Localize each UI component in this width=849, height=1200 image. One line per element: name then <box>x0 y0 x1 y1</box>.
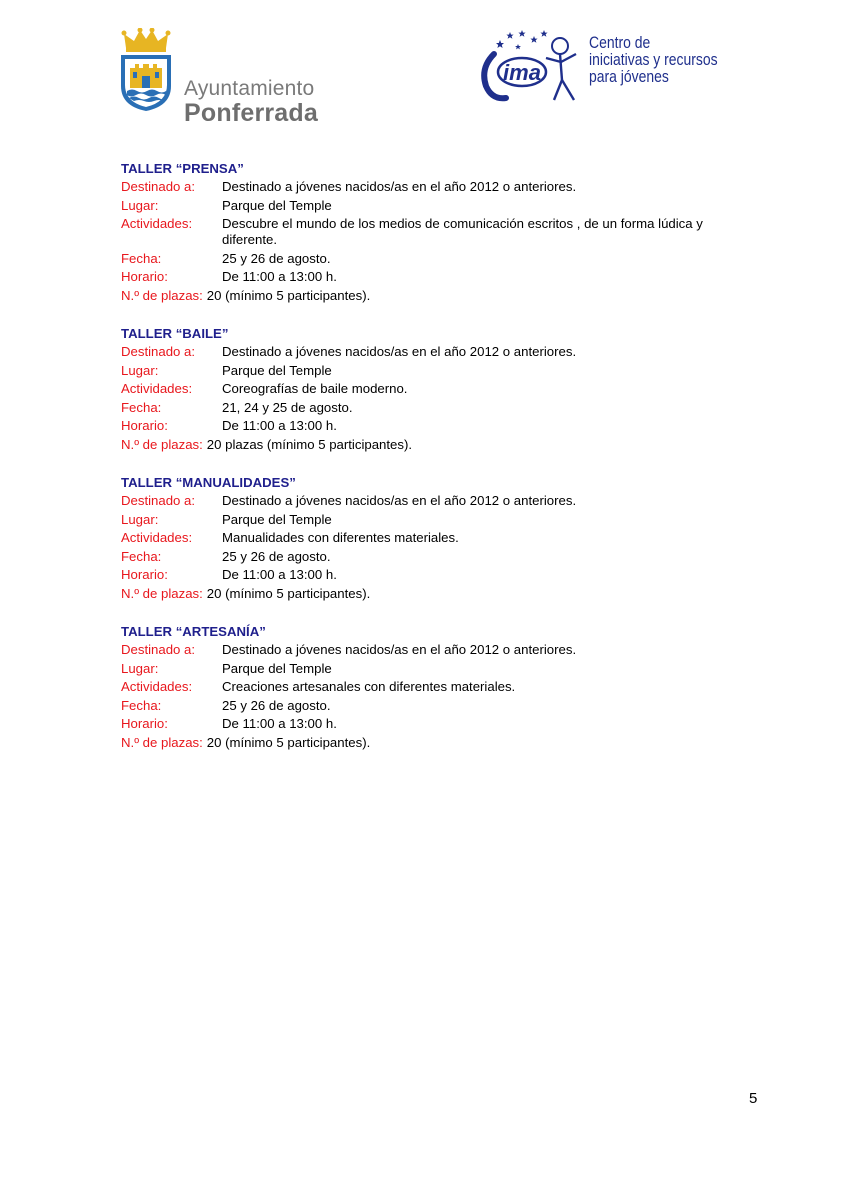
info-row <box>121 381 761 397</box>
info-row <box>121 418 761 434</box>
row-label: Horario: <box>121 418 168 434</box>
row-value: Destinado a jóvenes nacidos/as en el año 2012 o anteriores. <box>222 343 577 359</box>
row-label: N.º de plazas: <box>121 287 203 303</box>
info-row <box>121 216 761 248</box>
row-value: 20 (mínimo 5 participantes). <box>206 585 371 601</box>
row-label: Actividades: <box>121 679 193 695</box>
row-label: N.º de plazas: <box>121 734 203 750</box>
row-value: Parque del Temple <box>222 362 332 378</box>
row-label: Fecha: <box>121 697 162 713</box>
row-label: Actividades: <box>121 216 193 232</box>
info-row <box>121 549 761 565</box>
section-title: TALLER “PRENSA” <box>121 161 244 176</box>
info-row <box>121 344 761 360</box>
taller-section <box>121 623 761 751</box>
cima-mark-icon <box>478 28 588 108</box>
row-value: Manualidades con diferentes materiales. <box>222 530 459 546</box>
row-label: Destinado a: <box>121 343 196 359</box>
info-row <box>121 716 761 732</box>
taller-section <box>121 160 761 304</box>
info-row <box>121 512 761 528</box>
document-body <box>121 160 761 772</box>
section-title: TALLER “ARTESANÍA” <box>121 623 266 639</box>
info-row <box>121 493 761 509</box>
ayuntamiento-line1: Ayuntamiento <box>184 77 315 100</box>
info-row <box>121 679 761 695</box>
row-value: 25 y 26 de agosto. <box>222 250 331 266</box>
row-label: Horario: <box>121 716 168 732</box>
info-row <box>121 251 761 267</box>
row-value: 25 y 26 de agosto. <box>222 697 331 713</box>
info-row <box>121 698 761 714</box>
row-label: Actividades: <box>121 530 193 546</box>
row-label: Lugar: <box>121 660 159 676</box>
row-value: Parque del Temple <box>222 511 332 527</box>
info-row <box>121 530 761 546</box>
row-value: 20 plazas (mínimo 5 participantes). <box>206 436 413 452</box>
row-value: Parque del Temple <box>222 197 332 213</box>
info-row <box>121 735 761 751</box>
row-label: Actividades: <box>121 381 193 397</box>
info-row <box>121 288 761 304</box>
taller-section <box>121 325 761 453</box>
cima-line2: iniciativas y recursos <box>589 50 718 69</box>
row-value: 21, 24 y 25 de agosto. <box>222 399 353 415</box>
row-value: De 11:00 a 13:00 h. <box>222 269 337 285</box>
ayuntamiento-logo <box>118 28 343 127</box>
row-value: Destinado a jóvenes nacidos/as en el año 2012 o anteriores. <box>222 641 577 657</box>
info-row <box>121 567 761 583</box>
row-label: Lugar: <box>121 511 159 527</box>
info-row <box>121 437 761 453</box>
row-label: Lugar: <box>121 197 159 213</box>
cima-wordmark <box>589 34 718 85</box>
page-number: 5 <box>749 1090 758 1107</box>
info-row <box>121 269 761 285</box>
cima-line3: para jóvenes <box>589 67 669 86</box>
info-row <box>121 179 761 195</box>
row-value: Parque del Temple <box>222 660 332 676</box>
info-row <box>121 363 761 379</box>
row-label: Horario: <box>121 567 168 583</box>
row-label: N.º de plazas: <box>121 585 203 601</box>
row-value: 20 (mínimo 5 participantes). <box>206 734 371 750</box>
section-title: TALLER “MANUALIDADES” <box>121 474 296 490</box>
info-row <box>121 642 761 658</box>
row-label: N.º de plazas: <box>121 436 203 452</box>
section-title: TALLER “BAILE” <box>121 325 229 341</box>
cima-line1: Centro de <box>589 33 651 52</box>
row-value: Coreografías de baile moderno. <box>222 381 408 397</box>
row-value: 25 y 26 de agosto. <box>222 548 331 564</box>
row-value: Destinado a jóvenes nacidos/as en el año 2012 o anteriores. <box>222 492 577 508</box>
row-label: Horario: <box>121 269 168 285</box>
svg-text:ima: ima <box>503 60 541 85</box>
row-label: Destinado a: <box>121 492 196 508</box>
row-label: Destinado a: <box>121 641 196 657</box>
cima-logo <box>478 28 738 108</box>
info-row <box>121 661 761 677</box>
row-label: Destinado a: <box>121 179 196 194</box>
row-value: De 11:00 a 13:00 h. <box>222 567 337 583</box>
info-row <box>121 400 761 416</box>
row-value: Destinado a jóvenes nacidos/as en el año 2012 o anteriores. <box>222 179 577 194</box>
ayuntamiento-wordmark <box>184 78 318 126</box>
row-label: Fecha: <box>121 250 162 266</box>
row-label: Lugar: <box>121 362 159 378</box>
row-label: Fecha: <box>121 548 162 564</box>
row-value: 20 (mínimo 5 participantes). <box>206 287 371 303</box>
taller-section <box>121 474 761 602</box>
ayuntamiento-line2: Ponferrada <box>184 99 318 127</box>
row-value: De 11:00 a 13:00 h. <box>222 418 337 434</box>
coat-of-arms-icon <box>118 28 174 112</box>
row-value: De 11:00 a 13:00 h. <box>222 716 337 732</box>
row-value: Creaciones artesanales con diferentes materiales. <box>222 679 516 695</box>
row-label: Fecha: <box>121 399 162 415</box>
info-row <box>121 198 761 214</box>
row-value: Descubre el mundo de los medios de comunicación escritos , de un forma lúdica y diferente. <box>222 216 703 248</box>
info-row <box>121 586 761 602</box>
